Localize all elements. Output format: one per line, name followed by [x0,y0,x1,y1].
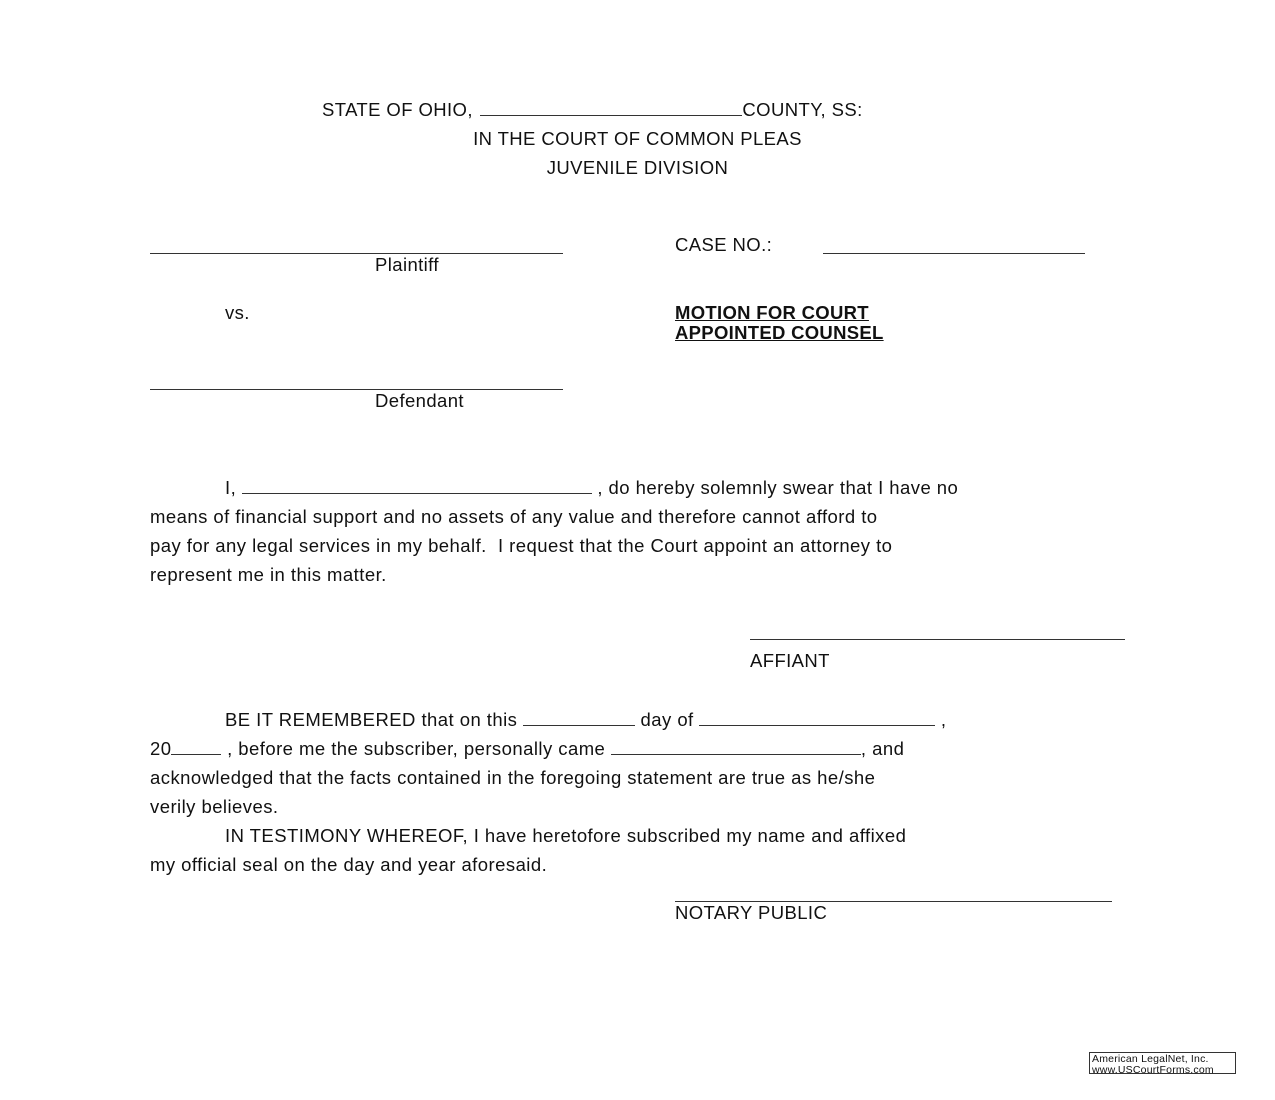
document-title-line1: MOTION FOR COURT [675,302,869,323]
notary-line-5: IN TESTIMONY WHEREOF, I have heretofore subscribed my name and affixed [225,825,907,846]
affidavit-line-1: I, , do hereby solemnly swear that I have no [225,477,959,498]
affidavit-line-3: pay for any legal services in my behalf. I request that the Court appoint an attorney to [150,535,893,556]
plaintiff-name-field[interactable] [150,253,563,254]
notary-line-6: my official seal on the day and year aforesaid. [150,854,548,875]
case-number-field[interactable] [823,253,1085,254]
year-field[interactable] [171,738,221,755]
notary-paragraph [150,705,1130,879]
notary-line-3: acknowledged that the facts contained in the foregoing statement are true as he/she [150,767,876,788]
plaintiff-label: Plaintiff [375,254,439,275]
defendant-name-field[interactable] [150,389,563,390]
division-name: JUVENILE DIVISION [546,157,729,178]
publisher-footer [1089,1052,1236,1074]
state-prefix: STATE OF OHIO, [322,99,473,120]
state-county-line [322,99,863,121]
subscriber-name-field[interactable] [611,738,861,755]
court-name: IN THE COURT OF COMMON PLEAS [473,128,802,149]
affidavit-paragraph [150,473,1130,589]
defendant-label: Defendant [375,390,464,411]
notary-public-label: NOTARY PUBLIC [675,902,828,923]
affiant-name-field[interactable] [242,477,592,494]
case-number-label: CASE NO.: [675,234,773,255]
publisher-website: www.USCourtForms.com [1092,1063,1214,1076]
affiant-signature-field[interactable] [750,639,1125,640]
month-field[interactable] [699,709,935,726]
affiant-label: AFFIANT [750,650,830,671]
vs-label: vs. [225,302,250,323]
day-field[interactable] [523,709,635,726]
notary-line-4: verily believes. [150,796,279,817]
publisher-company: American LegalNet, Inc. [1092,1053,1209,1065]
affidavit-line-2: means of financial support and no assets of any value and therefore cannot afford to [150,506,878,527]
notary-line-2: 20 , before me the subscriber, personally came , and [150,738,905,759]
document-title-line2: APPOINTED COUNSEL [675,322,884,343]
county-suffix: COUNTY, SS: [742,99,863,120]
county-name-field[interactable] [480,99,742,116]
notary-line-1: BE IT REMEMBERED that on this day of , [225,709,947,730]
affidavit-line-4: represent me in this matter. [150,564,387,585]
